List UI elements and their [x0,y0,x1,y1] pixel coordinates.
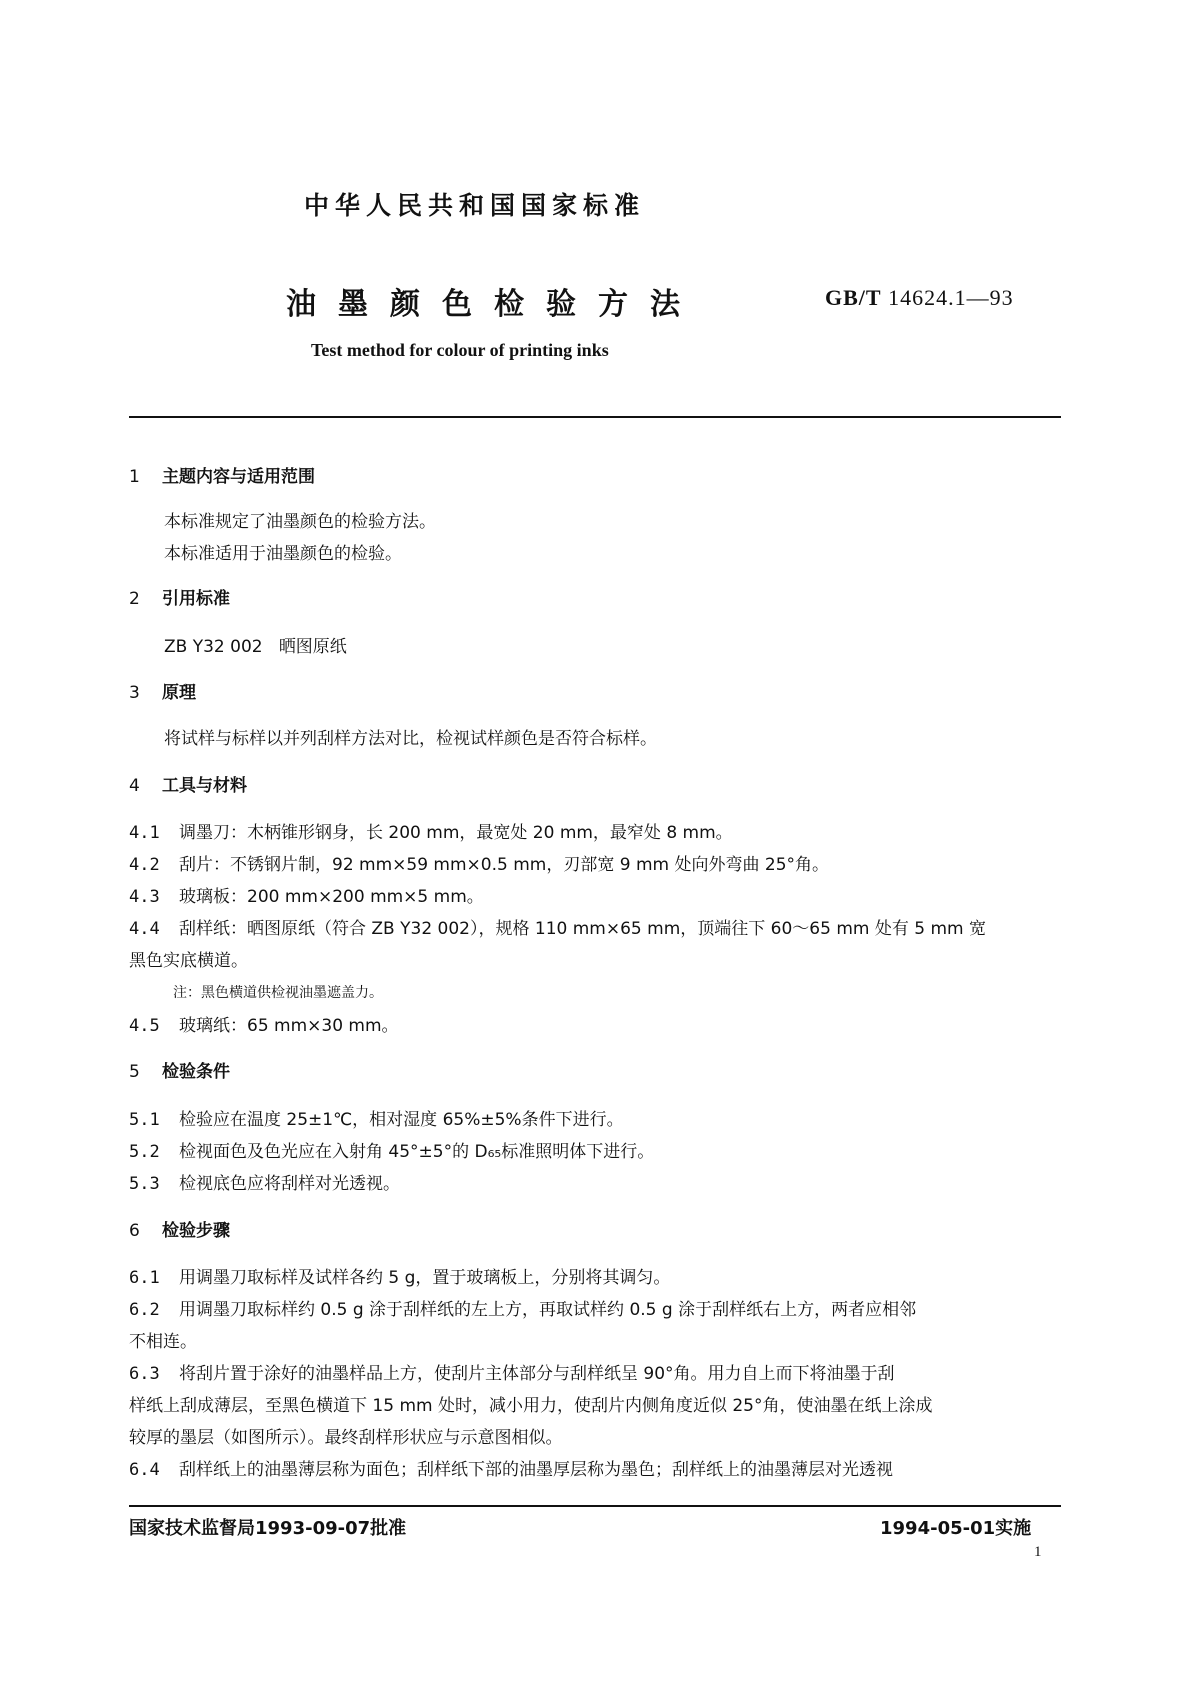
clause-text: 用调墨刀取标样及试样各约 5 g，置于玻璃板上，分别将其调匀。 [179,1268,671,1288]
section-4-number: 4 [129,776,140,796]
section-4-heading [129,771,247,796]
clause-number: 6.1 [129,1268,160,1288]
clause-5-1 [129,1105,624,1130]
english-title: Test method for colour of printing inks [311,340,609,360]
clause-text: 玻璃板：200 mm×200 mm×5 mm。 [179,887,484,907]
clause-number: 4.5 [129,1016,160,1036]
clause-text: 检视面色及色光应在入射角 45°±5°的 D₆₅标准照明体下进行。 [179,1142,655,1162]
clause-5-3 [129,1169,400,1194]
clause-text: 刮片：不锈钢片制，92 mm×59 mm×0.5 mm，刃部宽 9 mm 处向外弯曲 25°角。 [179,855,830,875]
document-header: 中华人民共和国国家标准 [304,191,646,220]
clause-6-3 [129,1359,895,1384]
clause-number: 4.4 [129,919,160,939]
clause-6-2-continued: 不相连。 [129,1332,197,1352]
clause-number: 6.4 [129,1460,160,1480]
section-5-number: 5 [129,1062,140,1082]
clause-text: 刮样纸上的油墨薄层称为面色；刮样纸下部的油墨厚层称为墨色；刮样纸上的油墨薄层对光透视 [179,1460,893,1480]
standard-code: 14624.1—93 [888,285,1014,310]
clause-6-2 [129,1295,916,1320]
section-4-title: 工具与材料 [162,776,247,796]
clause-text: 刮样纸：晒图原纸（符合 ZB Y32 002），规格 110 mm×65 mm，顶端往下 60～65 mm 处有 5 mm 宽 [179,919,987,939]
section-3-title: 原理 [162,683,196,703]
clause-number: 5.1 [129,1110,160,1130]
clause-number: 5.3 [129,1174,160,1194]
section-2-number: 2 [129,589,140,609]
clause-4-5 [129,1011,399,1036]
section-1-heading [129,462,315,487]
clause-text: 玻璃纸：65 mm×30 mm。 [179,1016,399,1036]
clause-number: 4.2 [129,855,160,875]
clause-number: 4.3 [129,887,160,907]
section-3-number: 3 [129,683,140,703]
clause-6-1 [129,1263,670,1288]
section-1-title: 主题内容与适用范围 [162,467,315,487]
clause-text: 检视底色应将刮样对光透视。 [179,1174,400,1194]
clause-text: 将刮片置于涂好的油墨样品上方，使刮片主体部分与刮样纸呈 90°角。用力自上而下将油墨于刮 [179,1364,895,1384]
section-2-heading [129,584,230,609]
section-1-number: 1 [129,467,140,487]
page-number: 1 [1034,1544,1042,1560]
clause-4-1 [129,818,733,843]
clause-number: 6.2 [129,1300,160,1320]
implementation-date: 1994-05-01实施 [880,1518,1032,1539]
clause-6-4 [129,1455,893,1480]
standard-number [825,285,1014,311]
top-divider [129,416,1061,418]
section-1-para2: 本标准适用于油墨颜色的检验。 [164,544,402,564]
clause-number: 6.3 [129,1364,160,1384]
clause-5-2 [129,1137,654,1162]
clause-6-3-continued-2: 较厚的墨层（如图所示）。最终刮样形状应与示意图相似。 [129,1428,563,1448]
section-3-para: 将试样与标样以并列刮样方法对比，检视试样颜色是否符合标样。 [164,729,657,749]
clause-text: 调墨刀：木柄锥形钢身，长 200 mm，最宽处 20 mm，最窄处 8 mm。 [179,823,733,843]
section-6-heading [129,1216,230,1241]
standard-prefix: GB/T [825,285,882,310]
section-6-number: 6 [129,1221,140,1241]
clause-number: 5.2 [129,1142,160,1162]
section-5-heading [129,1057,230,1082]
section-1-para1: 本标准规定了油墨颜色的检验方法。 [164,512,436,532]
reference-standard [164,632,347,657]
clause-6-3-continued: 样纸上刮成薄层，至黑色横道下 15 mm 处时，减小用力，使刮片内侧角度近似 25°角，使油墨在纸上涂成 [129,1396,933,1416]
reference-name: 晒图原纸 [278,637,347,657]
section-6-title: 检验步骤 [162,1221,230,1241]
clause-text: 用调墨刀取标样约 0.5 g 涂于刮样纸的左上方，再取试样约 0.5 g 涂于刮样纸右上方，两者应相邻 [179,1300,917,1320]
section-3-heading [129,678,196,703]
clause-4-4-continued: 黑色实底横道。 [129,951,248,971]
clause-4-3 [129,882,484,907]
clause-4-2 [129,850,829,875]
section-2-title: 引用标准 [162,589,230,609]
document-title: 油墨颜色检验方法 [286,287,702,322]
section-5-title: 检验条件 [162,1062,230,1082]
clause-text: 检验应在温度 25±1℃，相对湿度 65%±5%条件下进行。 [179,1110,624,1130]
clause-4-4 [129,914,986,939]
footer-divider [129,1505,1061,1507]
clause-number: 4.1 [129,823,160,843]
reference-code: ZB Y32 002 [164,637,263,657]
note-4-4: 注：黑色横道供检视油墨遮盖力。 [173,985,383,1001]
approval-date: 国家技术监督局1993-09-07批准 [129,1518,407,1539]
